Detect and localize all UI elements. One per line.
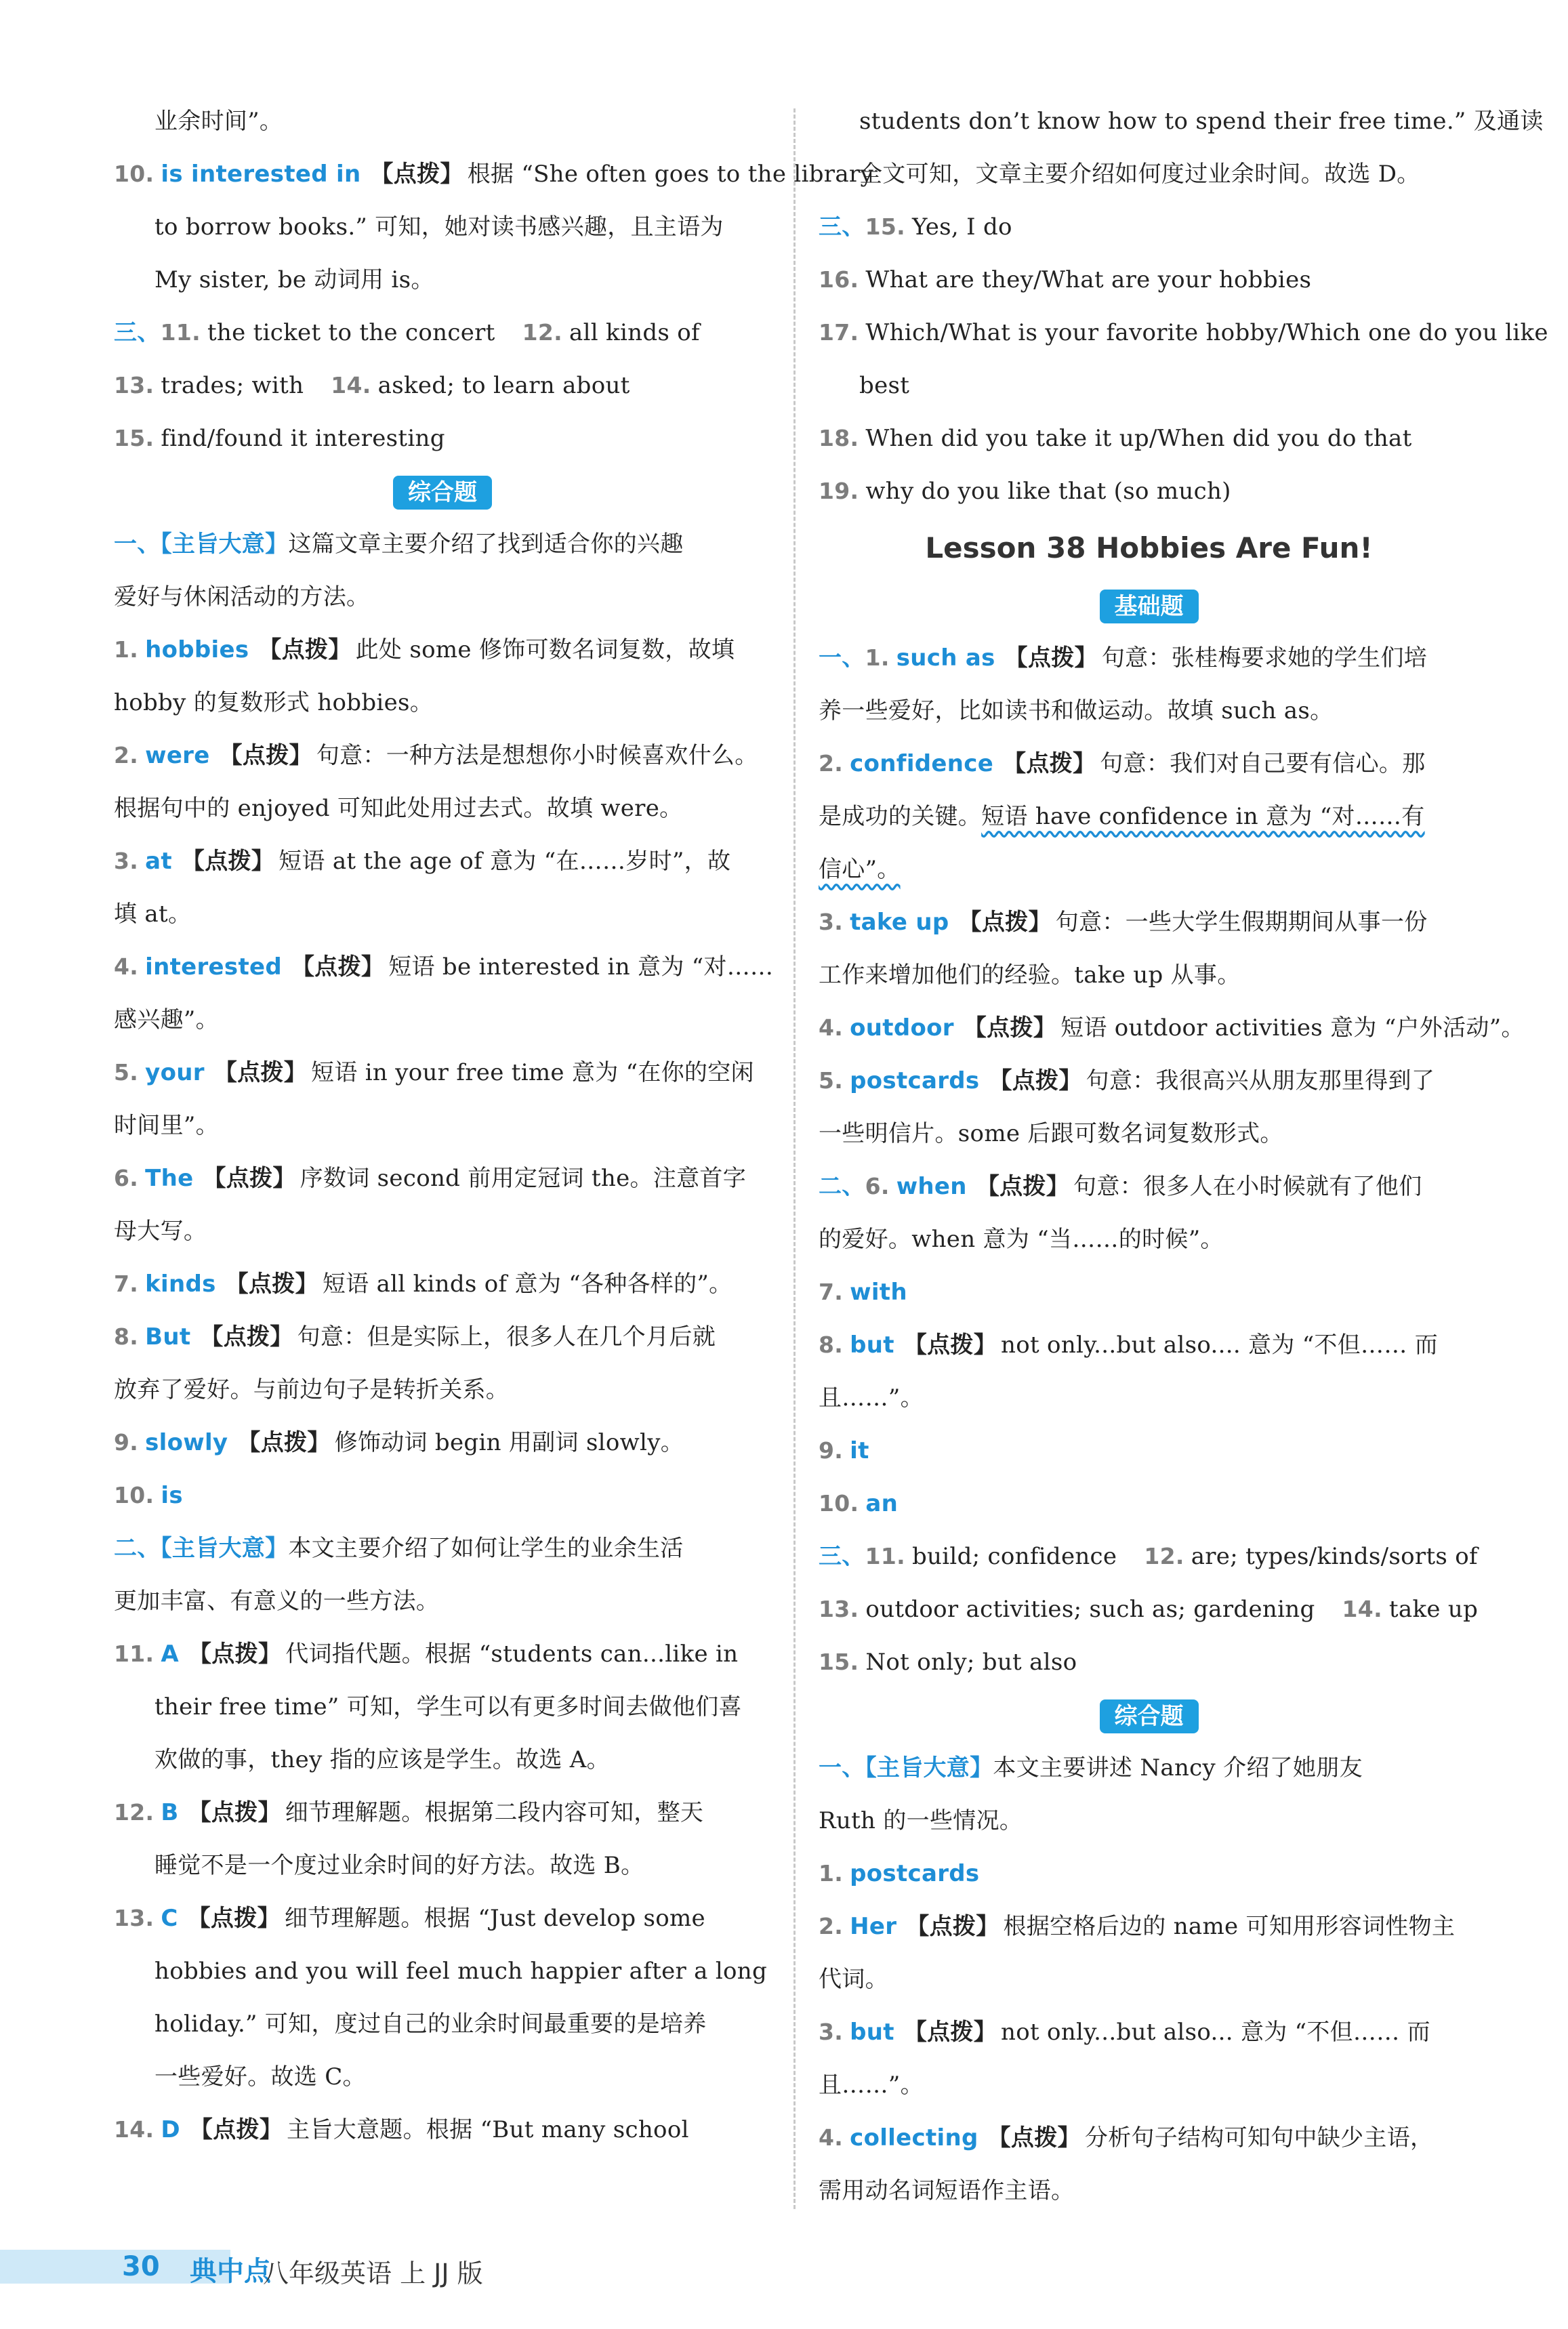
answer-line — [114, 1733, 771, 1786]
answer-line — [819, 2164, 1479, 2217]
explanation-text: find/found it interesting — [161, 425, 445, 452]
answer-text: But — [145, 1323, 191, 1351]
explanation-text: holiday.” 可知，度过自己的业余时间最重要的是培养 — [154, 2011, 707, 2038]
item-number: 4. — [819, 1014, 844, 1041]
explanation-text: 短语 all kinds of 意为 “各种各样的”。 — [322, 1271, 733, 1298]
answer-text: slowly — [145, 1429, 228, 1456]
explanation-text: trades; with — [161, 372, 304, 399]
hint-tag: 【点拨】 — [906, 1913, 999, 1940]
answer-line — [114, 941, 774, 993]
section-marker: 三、 — [114, 319, 161, 346]
main-idea-tag: 【主旨大意】 — [865, 1754, 993, 1781]
answer-line — [114, 782, 771, 835]
answer-line — [114, 1628, 771, 1681]
answer-line — [819, 1424, 1479, 1477]
explanation-text: What are they/What are your hobbies — [865, 266, 1312, 293]
answer-line — [114, 1205, 771, 1258]
answer-line — [114, 1892, 771, 1945]
answer-line — [114, 1839, 771, 1892]
answer-line — [114, 518, 771, 571]
explanation-text: 填 at。 — [114, 901, 192, 928]
explanation-text: 短语 be interested in 意为 “对…… — [388, 953, 774, 981]
item-number: 14. — [331, 372, 371, 398]
item-number: 10. — [114, 1482, 154, 1508]
answer-line — [114, 623, 771, 676]
hint-tag: 【点拨】 — [188, 1799, 281, 1826]
answer-line — [819, 790, 1479, 843]
answer-text: B — [161, 1799, 179, 1826]
answer-text: but — [850, 2019, 894, 2046]
explanation-text: 更加丰富、有意义的一些方法。 — [114, 1588, 440, 1615]
answer-line — [819, 1319, 1479, 1372]
item-number: 7. — [819, 1279, 844, 1305]
item-number: 5. — [114, 1059, 139, 1086]
item-number: 12. — [522, 319, 563, 346]
hint-tag: 【点拨】 — [989, 1067, 1082, 1094]
lesson-title: Lesson 38 Hobbies Are Fun! — [925, 531, 1373, 564]
explanation-text: 主旨大意题。根据 “But many school — [287, 2116, 689, 2143]
answer-line — [114, 676, 771, 729]
explanation-text: 细节理解题。根据第二段内容可知，整天 — [285, 1799, 704, 1826]
hint-tag: 【点拨】 — [1004, 644, 1098, 672]
explanation-text: 工作来增加他们的经验。take up 从事。 — [819, 962, 1241, 989]
answer-text: your — [145, 1059, 205, 1086]
item-number: 10. — [114, 161, 154, 187]
answer-line — [819, 1266, 1479, 1319]
brand-logo: 典中点 — [190, 2256, 271, 2287]
explanation-text: 短语 at the age of 意为 “在……岁时”，故 — [278, 848, 731, 875]
hint-tag: 【点拨】 — [188, 1641, 282, 1668]
explanation-text: My sister, be 动词用 is。 — [154, 266, 434, 293]
item-number: 6. — [114, 1165, 139, 1191]
item-number: 13. — [114, 1905, 154, 1931]
hint-tag: 【点拨】 — [976, 1173, 1070, 1200]
item-number: 1. — [819, 1860, 844, 1887]
explanation-text: 养一些爱好，比如读书和做运动。故填 such as。 — [819, 697, 1334, 724]
explanation-text: 短语 in your free time 意为 “在你的空闲 — [311, 1059, 754, 1086]
explanation-text: Ruth 的一些情况。 — [819, 1807, 1023, 1834]
item-number: 4. — [114, 953, 139, 980]
item-number: 5. — [819, 1067, 844, 1094]
explanation-text: students don’t know how to spend their free time.” 及通读 — [859, 108, 1544, 135]
explanation-text: take up — [1388, 1596, 1479, 1623]
page-number: 30 — [122, 2251, 160, 2282]
explanation-text: 本文主要讲述 Nancy 介绍了她朋友 — [993, 1754, 1363, 1781]
explanation-text: asked; to learn about — [377, 372, 630, 399]
item-number: 16. — [819, 266, 859, 293]
answer-line — [114, 1099, 771, 1152]
answer-line — [819, 1794, 1479, 1847]
explanation-text: 一些明信片。some 后跟可数名词复数形式。 — [819, 1120, 1283, 1147]
explanation-text: 根据句中的 enjoyed 可知此处用过去式。故填 were。 — [114, 795, 683, 822]
answer-line — [114, 201, 771, 253]
hint-tag: 【点拨】 — [219, 742, 312, 769]
answer-line — [819, 1530, 1479, 1583]
explanation-text: 这篇文章主要介绍了找到适合你的兴趣 — [288, 531, 684, 558]
item-number: 14. — [114, 2116, 154, 2143]
item-number: 1. — [865, 644, 890, 671]
explanation-text: 爱好与休闲活动的方法。 — [114, 583, 370, 611]
answer-text: such as — [896, 644, 995, 672]
answer-line — [114, 95, 771, 148]
explanation-text: build; confidence — [911, 1543, 1117, 1570]
explanation-text: 分析句子结构可知句中缺少主语， — [1084, 2124, 1434, 2151]
answer-line — [819, 1636, 1479, 1689]
answer-line — [819, 1160, 1479, 1213]
answer-line — [114, 1681, 771, 1733]
explanation-text: outdoor activities; such as; gardening — [865, 1596, 1315, 1623]
explanation-text: to borrow books.” 可知，她对读书感兴趣，且主语为 — [154, 213, 724, 241]
answer-line — [114, 1786, 771, 1839]
answer-text: postcards — [850, 1067, 980, 1094]
item-number: 2. — [819, 750, 844, 777]
explanation-text: 句意：一种方法是想想你小时候喜欢什么。 — [316, 742, 758, 769]
item-number: 6. — [865, 1173, 890, 1199]
answer-line — [819, 1583, 1479, 1636]
section-marker: 二、 — [819, 1173, 865, 1200]
answer-line — [114, 1152, 771, 1205]
explanation-text: 时间里”。 — [114, 1112, 219, 1139]
answer-line — [819, 632, 1479, 684]
answer-line — [819, 2059, 1479, 2111]
answer-line — [819, 359, 1479, 412]
explanation-text: 的爱好。when 意为 “当……的时候”。 — [819, 1226, 1224, 1253]
answer-text: A — [161, 1641, 179, 1668]
explanation-text: best — [859, 372, 910, 399]
answer-line — [819, 1372, 1479, 1424]
section-badge-row — [819, 1689, 1479, 1741]
section-badge-row — [819, 579, 1479, 632]
section-marker: 二、 — [114, 1535, 161, 1562]
section-badge-row — [114, 465, 771, 518]
item-number: 18. — [819, 425, 859, 451]
hint-tag: 【点拨】 — [258, 636, 352, 663]
explanation-text: 句意：张桂梅要求她的学生们培 — [1101, 644, 1428, 672]
answer-line — [114, 888, 771, 941]
explanation-text: 根据 “She often goes to the library — [467, 161, 873, 188]
explanation-text: 句意：一些大学生假期期间从事一份 — [1055, 909, 1428, 936]
item-number: 2. — [819, 1913, 844, 1939]
item-number: 9. — [114, 1429, 139, 1456]
explanation-text: the ticket to the concert — [207, 319, 495, 346]
answer-text: were — [145, 742, 210, 769]
item-number: 11. — [114, 1641, 154, 1667]
item-number: 8. — [819, 1332, 844, 1358]
answer-line — [819, 843, 1479, 896]
answer-line — [114, 1575, 771, 1628]
hint-tag: 【点拨】 — [987, 2124, 1081, 2151]
answer-line — [819, 95, 1544, 148]
answer-text: interested — [145, 953, 282, 981]
answer-text: D — [161, 2116, 180, 2143]
hint-tag: 【点拨】 — [225, 1271, 318, 1298]
explanation-text: 本文主要介绍了如何让学生的业余生活 — [288, 1535, 684, 1562]
explanation-text: 且……”。 — [819, 1384, 924, 1411]
section-marker: 三、 — [819, 213, 865, 241]
explanation-text: 业余时间”。 — [154, 108, 283, 135]
answer-line — [114, 1046, 771, 1099]
answer-line — [114, 1522, 771, 1575]
explanation-text: 母大写。 — [114, 1218, 207, 1245]
answer-line — [819, 1847, 1479, 1900]
hint-tag: 【点拨】 — [213, 1059, 308, 1086]
answer-line — [819, 1953, 1479, 2006]
section-marker: 三、 — [819, 1543, 865, 1570]
item-number: 13. — [819, 1596, 859, 1622]
main-idea-tag: 【主旨大意】 — [160, 1535, 289, 1562]
item-number: 1. — [114, 636, 139, 663]
answer-line — [114, 148, 873, 201]
answer-text: is — [161, 1482, 183, 1509]
answer-text: The — [145, 1165, 194, 1192]
page-footer — [0, 2243, 1568, 2290]
explanation-text: not only...but also.... 意为 “不但…… 而 — [1001, 1332, 1439, 1359]
hint-tag: 【点拨】 — [958, 909, 1052, 936]
hint-tag: 【点拨】 — [1003, 750, 1096, 777]
item-number: 19. — [819, 478, 859, 504]
explanation-text: 一些爱好。故选 C。 — [154, 2063, 366, 2090]
explanation-text: 句意：但是实际上，很多人在几个月后就 — [297, 1323, 716, 1351]
underlined-phrase: 短语 have confidence in 意为 “对……有 — [981, 803, 1425, 830]
answer-line — [819, 465, 1479, 518]
answer-line — [114, 1311, 771, 1363]
answer-text: outdoor — [850, 1014, 954, 1042]
hint-tag: 【点拨】 — [291, 953, 385, 981]
answer-line — [819, 1213, 1479, 1266]
hint-tag: 【点拨】 — [963, 1014, 1057, 1042]
answer-line — [114, 571, 771, 623]
answer-text: is interested in — [161, 161, 361, 188]
answer-line — [819, 2111, 1479, 2164]
answer-line — [819, 684, 1479, 737]
underlined-phrase: 信心”。 — [819, 856, 901, 883]
explanation-text: 需用动名词短语作主语。 — [819, 2177, 1075, 2204]
explanation-text: hobby 的复数形式 hobbies。 — [114, 689, 434, 716]
section-badge: 综合题 — [1100, 1699, 1199, 1733]
item-number: 3. — [114, 848, 139, 874]
answer-line — [114, 2050, 771, 2103]
answer-text: collecting — [850, 2124, 978, 2151]
answer-text: an — [865, 1490, 899, 1517]
answer-text: it — [850, 1437, 869, 1464]
item-number: 11. — [865, 1543, 905, 1569]
answer-line — [819, 737, 1479, 790]
item-number: 10. — [819, 1490, 859, 1517]
answer-line — [114, 1258, 771, 1311]
answer-text: but — [850, 1332, 894, 1359]
explanation-text: 短语 outdoor activities 意为 “户外活动”。 — [1060, 1014, 1525, 1042]
explanation-text: 句意：我很高兴从朋友那里得到了 — [1086, 1067, 1435, 1094]
explanation-text: all kinds of — [569, 319, 700, 346]
item-number: 4. — [819, 2124, 844, 2151]
answer-text: hobbies — [145, 636, 249, 663]
item-number: 3. — [819, 909, 844, 935]
answer-text: with — [850, 1279, 907, 1306]
hint-tag: 【点拨】 — [903, 2019, 997, 2046]
answer-line — [114, 1945, 771, 1998]
column-divider — [793, 108, 796, 2209]
answer-line — [114, 1363, 771, 1416]
answer-line — [819, 1477, 1479, 1530]
answer-line — [114, 1469, 771, 1522]
hint-tag: 【点拨】 — [189, 2116, 283, 2143]
explanation-text: why do you like that (so much) — [865, 478, 1231, 505]
answer-line — [819, 412, 1479, 465]
hint-tag: 【点拨】 — [237, 1429, 331, 1456]
answer-line — [114, 412, 771, 465]
explanation-text: 是成功的关键。 — [819, 803, 982, 830]
item-number: 9. — [819, 1437, 844, 1464]
explanation-text: 全文可知，文章主要介绍如何度过业余时间。故选 D。 — [859, 161, 1420, 188]
explanation-text: are; types/kinds/sorts of — [1191, 1543, 1478, 1570]
item-number: 15. — [865, 213, 905, 240]
answer-text: C — [161, 1905, 178, 1932]
item-number: 7. — [114, 1271, 139, 1297]
answer-text: kinds — [145, 1271, 216, 1298]
main-idea-tag: 【主旨大意】 — [160, 531, 289, 558]
item-number: 14. — [1342, 1596, 1382, 1622]
answer-line — [819, 148, 1479, 201]
item-number: 13. — [114, 372, 154, 398]
explanation-text: Yes, I do — [911, 213, 1012, 241]
item-number: 3. — [819, 2019, 844, 2045]
answer-line — [819, 1002, 1525, 1054]
item-number: 15. — [114, 425, 154, 451]
answer-line — [114, 306, 771, 359]
item-number: 11. — [160, 319, 201, 346]
answer-line — [114, 359, 771, 412]
explanation-text: 句意：很多人在小时候就有了他们 — [1073, 1173, 1422, 1200]
explanation-text: 此处 some 修饰可数名词复数，故填 — [355, 636, 735, 663]
explanation-text: 且……”。 — [819, 2072, 924, 2099]
answer-line — [114, 835, 771, 888]
answer-line — [114, 1416, 771, 1469]
answer-text: postcards — [850, 1860, 980, 1887]
answer-line — [819, 253, 1479, 306]
answer-line — [819, 949, 1479, 1002]
hint-tag: 【点拨】 — [370, 161, 463, 188]
explanation-text: 细节理解题。根据 “Just develop some — [284, 1905, 705, 1932]
item-number: 2. — [114, 742, 139, 768]
item-number: 17. — [819, 319, 859, 346]
explanation-text: their free time” 可知，学生可以有更多时间去做他们喜 — [154, 1693, 742, 1720]
explanation-text: 放弃了爱好。与前边句子是转折关系。 — [114, 1376, 510, 1403]
explanation-text: 序数词 second 前用定冠词 the。注意首字 — [300, 1165, 747, 1192]
answer-line — [819, 1900, 1479, 1953]
right-column — [819, 95, 1548, 2217]
explanation-text: 根据空格后边的 name 可知用形容词性物主 — [1003, 1913, 1456, 1940]
explanation-text: not only...but also... 意为 “不但…… 而 — [1001, 2019, 1430, 2046]
explanation-text: Which/What is your favorite hobby/Which one do you like — [865, 319, 1548, 346]
explanation-text: 修饰动词 begin 用副词 slowly。 — [334, 1429, 684, 1456]
answer-line — [114, 993, 771, 1046]
section-badge: 综合题 — [393, 476, 492, 510]
answer-text: when — [896, 1173, 967, 1200]
explanation-text: 睡觉不是一个度过业余时间的好方法。故选 B。 — [154, 1852, 644, 1879]
answer-text: take up — [850, 909, 949, 936]
book-title: 八年级英语 上 JJ 版 — [263, 2259, 483, 2288]
explanation-text: hobbies and you will feel much happier after a long — [154, 1958, 768, 1985]
answer-line — [819, 1054, 1479, 1107]
section-marker: 一、 — [819, 1754, 865, 1781]
explanation-text: 代词指代题。根据 “students can...like in — [285, 1641, 739, 1668]
answer-text: at — [145, 848, 172, 875]
hint-tag: 【点拨】 — [203, 1165, 296, 1192]
section-marker: 一、 — [819, 644, 865, 672]
answer-line — [114, 729, 771, 782]
answer-line — [819, 1741, 1479, 1794]
explanation-text: 句意：我们对自己要有信心。那 — [1100, 750, 1426, 777]
hint-tag: 【点拨】 — [903, 1332, 997, 1359]
answer-line — [114, 253, 771, 306]
answer-line — [819, 2006, 1479, 2059]
hint-tag: 【点拨】 — [187, 1905, 281, 1932]
answer-line — [819, 201, 1479, 253]
answer-line — [114, 2103, 771, 2156]
answer-line — [819, 306, 1548, 359]
answer-line — [819, 896, 1479, 949]
hint-tag: 【点拨】 — [200, 1323, 293, 1351]
section-badge: 基础题 — [1100, 590, 1199, 623]
item-number: 12. — [114, 1799, 154, 1826]
explanation-text: 代词。 — [819, 1966, 888, 1993]
item-number: 15. — [819, 1649, 859, 1675]
answer-text: confidence — [850, 750, 994, 777]
answer-line — [114, 1998, 771, 2050]
hint-tag: 【点拨】 — [181, 848, 275, 875]
item-number: 12. — [1144, 1543, 1184, 1569]
answer-text: Her — [850, 1913, 897, 1940]
explanation-text: Not only; but also — [865, 1649, 1077, 1676]
answer-line — [819, 1107, 1479, 1160]
item-number: 8. — [114, 1323, 139, 1350]
explanation-text: When did you take it up/When did you do that — [865, 425, 1412, 452]
section-marker: 一、 — [114, 531, 161, 558]
explanation-text: 感兴趣”。 — [114, 1006, 219, 1033]
explanation-text: 欢做的事，they 指的应该是学生。故选 A。 — [154, 1746, 610, 1773]
